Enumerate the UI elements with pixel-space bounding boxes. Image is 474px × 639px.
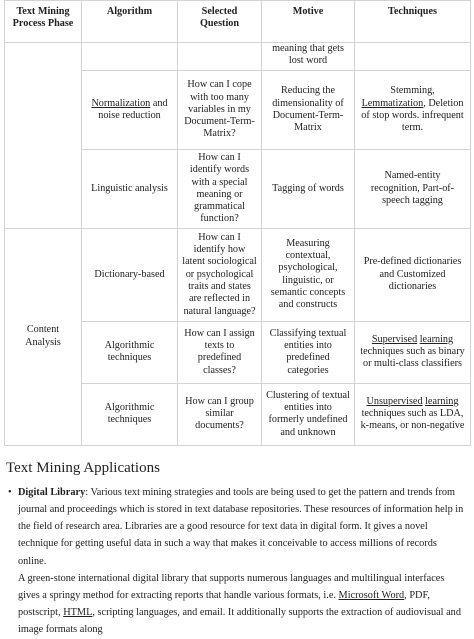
paragraph-1: : Various text mining strategies and tools are being used to get the pattern and trends from journal and proceedings which is stored in text database repositories. These resources of information help in the field of research area. Libraries are a good resource for text data in digital form. It gives a novel technique for getting useful data in such a way that makes it conceivable to access millions of records online.	[18, 486, 464, 567]
technique-cell: Unsupervised learning techniques such as LDA, k-means, or non-negative	[355, 383, 471, 445]
header-phase: Text Mining Process Phase	[5, 1, 82, 43]
normalization-link[interactable]: Normalization	[91, 97, 151, 109]
question-cell: How can I assign texts to predefined classes?	[178, 321, 262, 383]
motive-cell: Measuring contextual, psychological, linguistic, or semantic concepts and constructs	[262, 228, 355, 321]
learning-link[interactable]: learning	[419, 333, 454, 345]
bullet-label: Digital Library	[18, 486, 86, 498]
technique-cell	[355, 43, 471, 71]
lemmatization-link[interactable]: Lemmatization	[361, 97, 424, 109]
question-cell: How can I group similar documents?	[178, 383, 262, 445]
question-cell: How can I cope with too many variables in my Document-Term-Matrix?	[178, 71, 262, 150]
table-row	[5, 43, 471, 71]
microsoft-word-link[interactable]: Microsoft Word	[338, 590, 405, 601]
table-row	[5, 228, 471, 321]
algorithm-cell: Linguistic analysis	[82, 150, 178, 229]
motive-cell: Classifying textual entities into predefined categories	[262, 321, 355, 383]
bullet-dot-icon: •	[8, 486, 12, 498]
algorithm-cell	[82, 43, 178, 71]
motive-cell: Clustering of textual entities into formerly undefined and unknown	[262, 383, 355, 445]
table-header-row	[5, 1, 471, 43]
phase-cell-empty	[5, 43, 82, 229]
algorithm-cell: Algorithmic techniques	[82, 321, 178, 383]
section-body	[6, 484, 466, 639]
technique-cell: Named-entity recognition, Part-of-speech tagging	[355, 150, 471, 229]
paragraph-2: A green-stone international digital library that supports numerous languages and multilingual interfaces gives a springy method for extracting reports that handle various formats, i.e. Microsoft Word, PDF, postscript, HTML, scripting languages, and email. It additionally supports the extraction of audiovisual and image formats along	[18, 572, 461, 636]
header-algorithm: Algorithm	[82, 1, 178, 43]
header-motive: Motive	[262, 1, 355, 43]
learning-link[interactable]: learning	[425, 395, 459, 407]
algorithm-cell: Algorithmic techniques	[82, 383, 178, 445]
text-mining-table	[4, 0, 471, 446]
technique-cell: Supervised learning techniques such as binary or multi-class classifiers	[355, 321, 471, 383]
phase-cell-content-analysis: Content Analysis	[5, 228, 82, 445]
algorithm-cell: Dictionary-based	[82, 228, 178, 321]
question-cell: How can I identify how latent sociological or psychological traits and states are reflected in natural language?	[178, 228, 262, 321]
motive-cell: Reducing the dimensionality of Document-Term-Matrix	[262, 71, 355, 150]
header-techniques: Techniques	[355, 1, 471, 43]
header-question: Selected Question	[178, 1, 262, 43]
question-cell: How can I identify words with a special meaning or grammatical function?	[178, 150, 262, 229]
question-cell	[178, 43, 262, 71]
technique-cell: Pre-defined dictionaries and Customized dictionaries	[355, 228, 471, 321]
technique-cell: Stemming, Lemmatization, Deletion of stop words. infrequent term.	[355, 71, 471, 150]
bullet-digital-library	[6, 484, 466, 570]
html-link[interactable]: HTML	[63, 607, 93, 619]
supervised-link[interactable]: Supervised	[371, 333, 418, 345]
motive-cell: Tagging of words	[262, 150, 355, 229]
algorithm-cell: Normalization and noise reduction	[82, 71, 178, 150]
motive-cell: meaning that gets lost word	[262, 43, 355, 71]
section-heading: Text Mining Applications	[6, 459, 160, 476]
unsupervised-link[interactable]: Unsupervised	[366, 395, 423, 407]
